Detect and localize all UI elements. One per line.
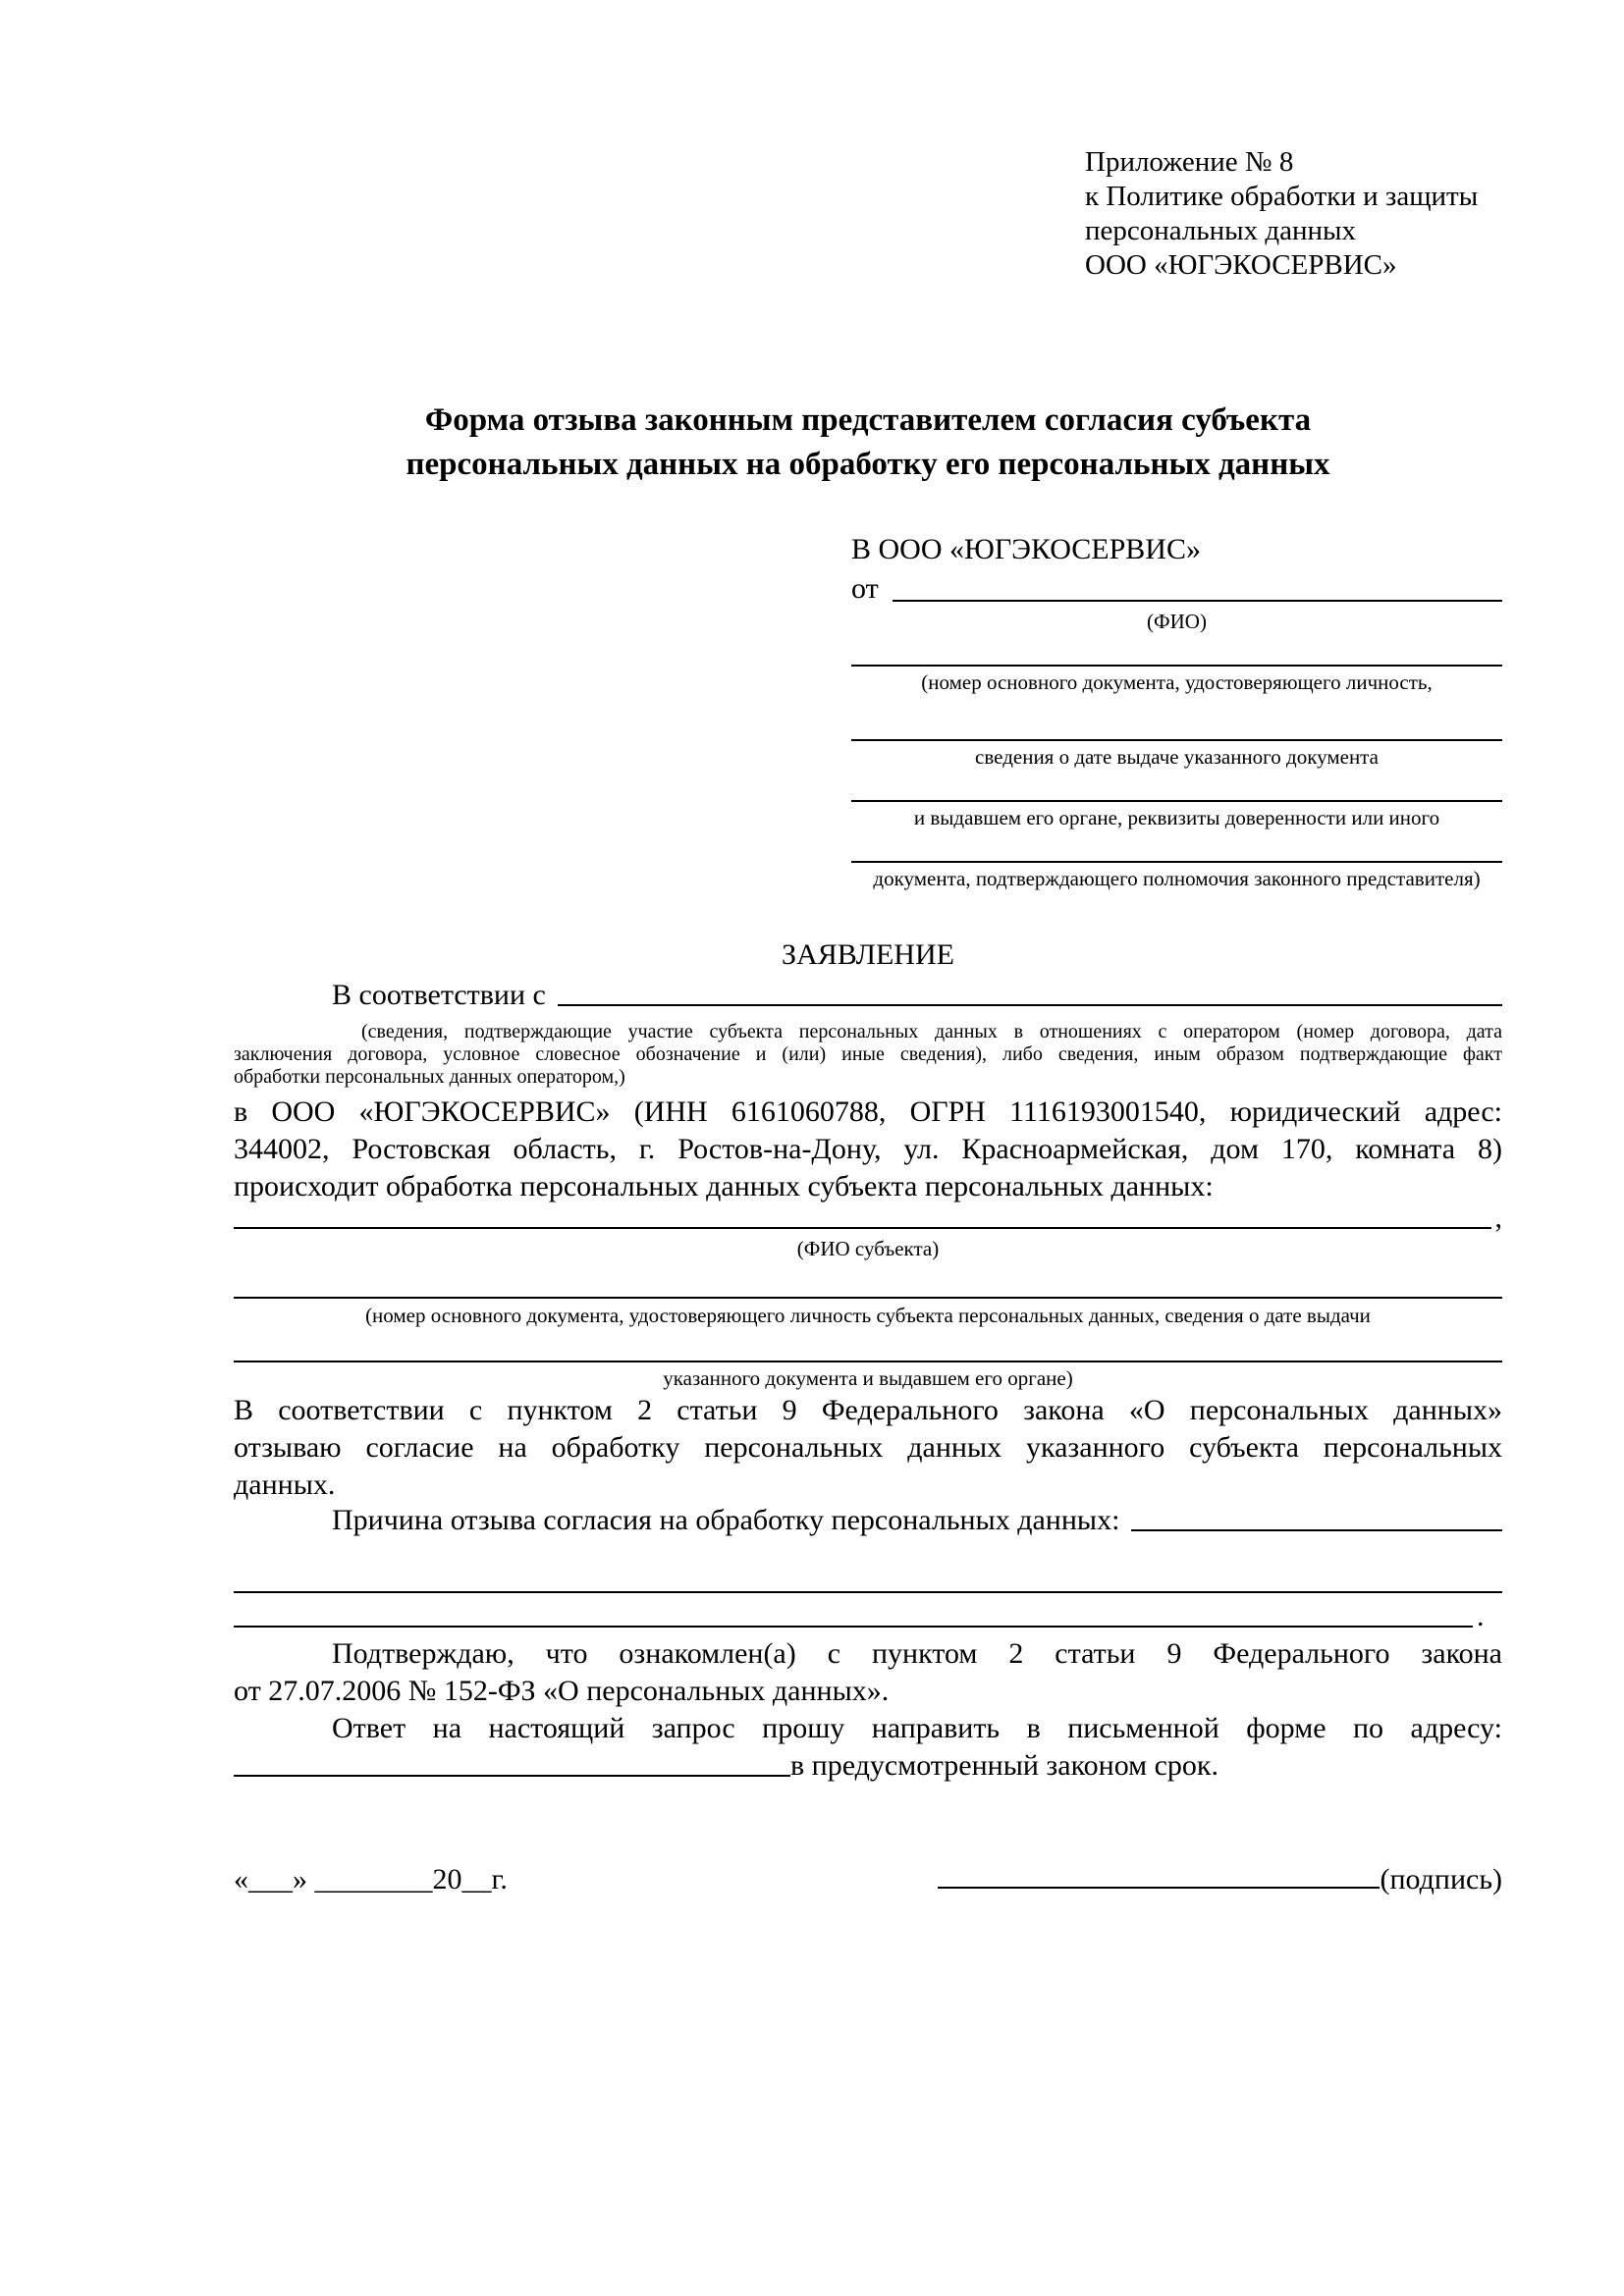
subject-fio-blank — [234, 1200, 1491, 1229]
intro-caption-line3: обработки персональных данных оператором,) — [234, 1066, 625, 1088]
doc-number-caption: (номер основного документа, удостоверяющего личность, — [921, 670, 1433, 694]
fio-caption: (ФИО) — [1147, 610, 1207, 633]
addressee-to: В ООО «ЮГЭКОСЕРВИС» — [851, 533, 1201, 565]
appendix-company: ООО «ЮГЭКОСЕРВИС» — [1085, 249, 1397, 281]
operator-line1: в ООО «ЮГЭКОСЕРВИС» (ИНН 6161060788, ОГРН 1116193001540, юридический адрес: — [234, 1095, 1502, 1128]
doc-powers-caption: документа, подтверждающего полномочия законного представителя) — [873, 867, 1481, 890]
reply-address-blank — [234, 1747, 790, 1777]
withdraw-line1: В соответствии с пунктом 2 статьи 9 Федерального закона «О персональных данных» — [234, 1394, 1502, 1426]
intro-blank — [558, 977, 1502, 1006]
doc-authority-blank — [851, 800, 1502, 802]
reason-label: Причина отзыва согласия на обработку персональных данных: — [332, 1504, 1120, 1536]
subject-doc-caption2: указанного документа и выдавшем его органе) — [663, 1366, 1073, 1390]
subject-fio-line — [234, 1200, 1502, 1237]
signature-blank — [938, 1861, 1380, 1889]
intro-label: В соответствии с — [332, 979, 546, 1011]
trailing-period: . — [1477, 1600, 1485, 1632]
doc-authority-caption: и выдавшем его органе, реквизиты доверенности или иного — [913, 806, 1440, 829]
subject-fio-caption: (ФИО субъекта) — [796, 1237, 940, 1260]
signature-row — [938, 1861, 1502, 1898]
date-blank: «___» ________20__г. — [234, 1863, 508, 1896]
operator-paragraph — [234, 1094, 1502, 1205]
intro-caption-line2: заключения договора, условное словесное обозначение и (или) иные сведения), либо сведения, иным образом подтверждающие факт — [234, 1043, 1502, 1065]
subject-doc-blank1 — [234, 1297, 1502, 1299]
confirm-line2: от 27.07.2006 № 152-ФЗ «О персональных данных». — [234, 1675, 890, 1707]
reason-line — [234, 1502, 1502, 1539]
confirm-line1: Подтверждаю, что ознакомлен(а) с пунктом 2 статьи 9 Федерального закона — [332, 1637, 1502, 1670]
operator-line2: 344002, Ростовская область, г. Ростов-на-Дону, ул. Красноармейская, дом 170, комната 8) — [234, 1133, 1502, 1165]
reply-line2 — [234, 1747, 1502, 1785]
trailing-comma: , — [1494, 1201, 1502, 1234]
intro-line — [234, 977, 1502, 1014]
statement-heading: ЗАЯВЛЕНИЕ — [782, 938, 954, 971]
confirm-reply-block — [234, 1635, 1502, 1785]
intro-caption-line1: (сведения, подтверждающие участие субъекта персональных данных в отношениях с оператором (номер договора, дата — [361, 1021, 1502, 1042]
from-label: от — [851, 572, 879, 605]
appendix-number: Приложение № 8 — [1085, 146, 1294, 178]
reply-line1: Ответ на настоящий запрос прошу направить в письменной форме по адресу: — [332, 1712, 1502, 1744]
signature-caption: (подпись) — [1380, 1863, 1502, 1896]
withdraw-line3: данных. — [234, 1468, 336, 1501]
appendix-policy-line2: персональных данных — [1085, 215, 1357, 246]
appendix-policy-line1: к Политике обработки и защиты — [1085, 181, 1479, 212]
subject-doc-blank2 — [234, 1361, 1502, 1362]
doc-number-blank — [851, 665, 1502, 667]
reason-blank-line3 — [234, 1598, 1502, 1635]
reason-blank-line2 — [234, 1591, 1502, 1593]
reason-blank — [1131, 1502, 1502, 1531]
doc-powers-blank — [851, 861, 1502, 863]
from-name-blank — [893, 572, 1502, 602]
doc-issue-date-blank — [851, 739, 1502, 741]
reason-blank3-rule — [234, 1598, 1473, 1628]
withdraw-line2: отзываю согласие на обработку персональных данных указанного субъекта персональных — [234, 1431, 1502, 1464]
doc-issue-date-caption: сведения о дате выдаче указанного документа — [975, 745, 1379, 769]
operator-line3: происходит обработка персональных данных субъекта персональных данных: — [234, 1170, 1214, 1202]
reply-tail: в предусмотренный законом срок. — [790, 1749, 1218, 1782]
appendix-header — [1085, 145, 1507, 283]
form-title — [234, 399, 1502, 487]
intro-caption — [234, 1021, 1502, 1089]
form-title-line2: персональных данных на обработку его персональных данных — [406, 447, 1330, 482]
form-title-line1: Форма отзыва законным представителем согласия субъекта — [424, 402, 1312, 438]
subject-doc-caption1: (номер основного документа, удостоверяющего личность субъекта персональных данных, сведения о дате выдачи — [365, 1304, 1371, 1327]
addressee-from-line — [851, 572, 1502, 606]
withdraw-paragraph — [234, 1392, 1502, 1504]
